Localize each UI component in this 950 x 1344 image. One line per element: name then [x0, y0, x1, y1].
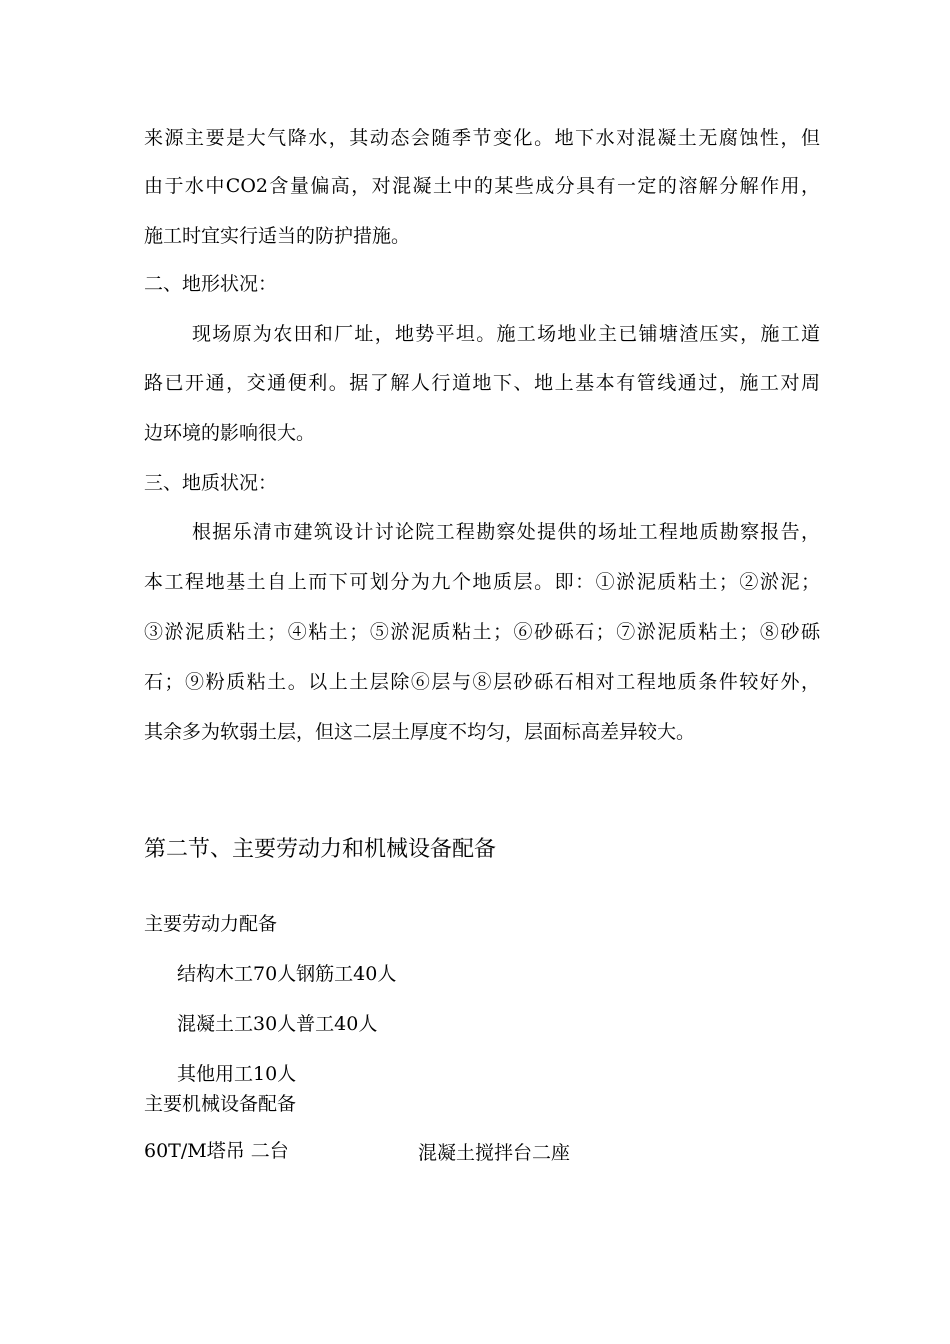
machine-item-mixer: 混凝土搅拌台二座	[418, 1142, 571, 1164]
labor-line: 结构木工70人钢筋工40人	[177, 963, 397, 985]
paragraph-line: 施工时宜实行适当的防护措施。	[144, 225, 411, 247]
labor-line: 混凝土工30人普工40人	[177, 1013, 378, 1035]
machine-heading: 主要机械设备配备	[144, 1093, 297, 1115]
paragraph-line: 来源主要是大气降水，其动态会随季节变化。地下水对混凝土无腐蚀性，但	[144, 127, 820, 149]
paragraph-line: 根据乐清市建筑设计讨论院工程勘察处提供的场址工程地质勘察报告，	[192, 521, 820, 543]
section-title: 第二节、主要劳动力和机械设备配备	[144, 837, 497, 862]
labor-heading: 主要劳动力配备	[144, 913, 278, 935]
paragraph-line: 现场原为农田和厂址，地势平坦。施工场地业主已铺塘渣压实，施工道	[192, 323, 820, 345]
machine-item-tower-crane: 60T/M塔吊 二台	[144, 1140, 289, 1162]
paragraph-line: 本工程地基土自上而下可划分为九个地质层。即：①淤泥质粘土；②淤泥；	[144, 571, 820, 593]
paragraph-line: 路已开通，交通便利。据了解人行道地下、地上基本有管线通过，施工对周	[144, 372, 820, 394]
paragraph-line: 由于水中CO2含量偏高，对混凝土中的某些成分具有一定的溶解分解作用，	[144, 175, 820, 197]
section-heading-terrain: 二、地形状况：	[144, 273, 278, 295]
section-heading-geology: 三、地质状况：	[144, 472, 278, 494]
paragraph-line: ③淤泥质粘土；④粘土；⑤淤泥质粘土；⑥砂砾石；⑦淤泥质粘土；⑧砂砾	[144, 621, 820, 643]
paragraph-line: 边环境的影响很大。	[144, 422, 316, 444]
paragraph-line: 其余多为软弱土层，但这二层土厚度不均匀，层面标高差异较大。	[144, 721, 696, 743]
paragraph-line: 石；⑨粉质粘土。以上土层除⑥层与⑧层砂砾石相对工程地质条件较好外，	[144, 671, 820, 693]
labor-line: 其他用工10人	[177, 1063, 297, 1085]
